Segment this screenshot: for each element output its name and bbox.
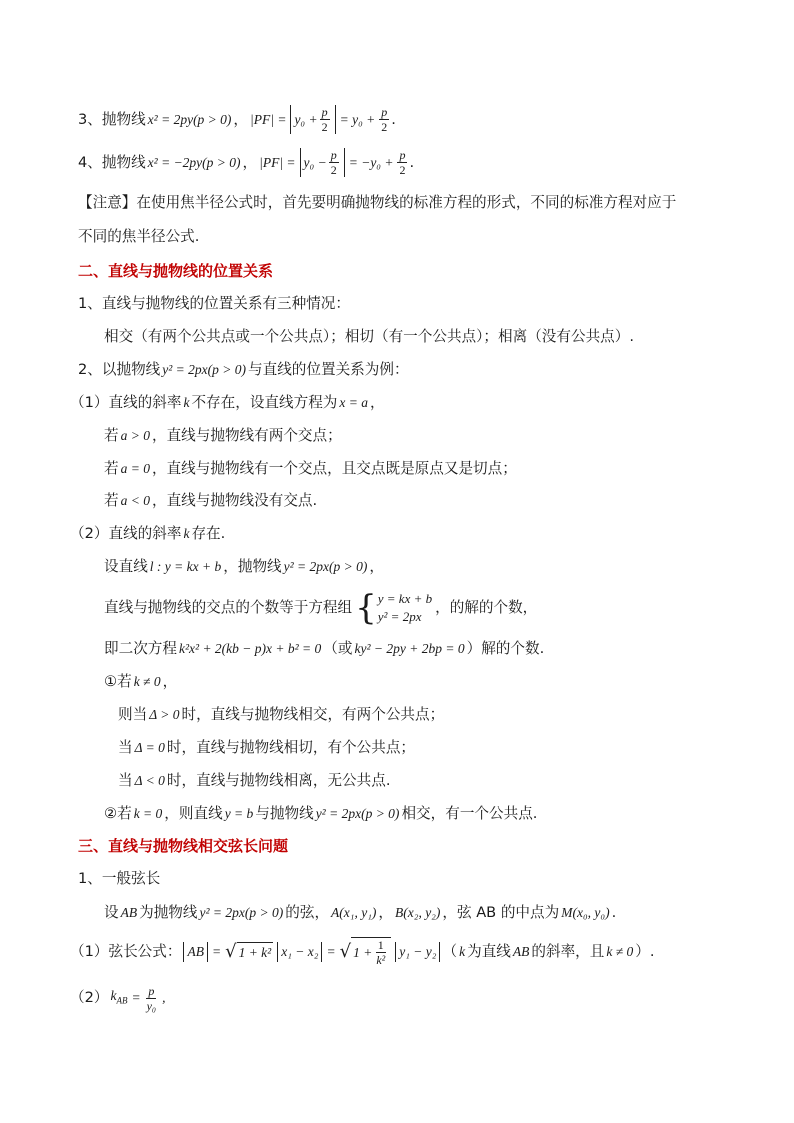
abs-left-term: y₀ − [303,154,327,170]
text: ，则直线 [164,805,223,822]
text: 直线与抛物线的交点的个数等于方程组 [104,599,353,616]
condition: Δ > 0 [149,707,180,722]
text: ，的解的个数， [435,599,538,616]
fraction-p-over-2 [329,148,339,177]
parabola-equation: y² = 2px(p > 0) [315,806,400,821]
sec2-p2 [78,360,409,380]
line-equation: l : y = kx + b [149,559,222,574]
sec2-p1: 1、直线与抛物线的位置关系有三种情况： [78,295,350,312]
fraction-p-over-2 [379,105,389,134]
sec2-quadratic [104,639,544,659]
system-row-1: y = kx + b [377,591,433,606]
text: 为抛物线 [139,904,198,921]
text: 则当 [118,706,148,723]
condition: Δ = 0 [134,740,165,755]
text: 若 [104,427,119,444]
sec2-p1a: 相交（有两个公共点或一个公共点）；相切（有一个公共点）；相离（没有公共点）. [104,328,635,345]
focal-radius-symbol: |PF| = [259,154,296,170]
sec2-delta-neg [118,771,390,791]
text: ，抛物线 [223,558,282,575]
system-rows [378,590,432,626]
section-3-heading: 三、直线与抛物线相交弦长问题 [78,837,289,855]
text: ，直线与抛物线有一个交点，且交点既是原点又是切点； [151,460,517,477]
text: 的斜率，且 [531,943,605,960]
slope-symbol: k [110,987,117,1003]
text: 不存在，设直线方程为 [191,394,338,411]
condition: k ≠ 0 [606,944,634,959]
abs-left-term: y₀ + [294,111,318,127]
note-line-1: 【注意】在使用焦半径公式时，首先要明确抛物线的标准方程的形式，不同的标准方程对应于 [78,194,677,211]
separator: ， [233,110,249,128]
text: 当 [118,772,133,789]
text: （2） [70,989,109,1006]
text: ， [162,673,178,690]
denominator: 2 [381,120,388,134]
sec2-system [104,588,538,628]
text: 的弦， [285,904,330,921]
text: 若 [104,492,119,509]
text: ①若 [104,673,132,690]
sec2-setup [104,557,384,577]
text: 设 [104,904,119,921]
system-row-2: y² = 2px [377,609,422,624]
text: ，弦 AB 的中点为 [442,904,560,921]
text: 存在. [191,525,226,542]
text: ，直线与抛物线没有交点. [151,492,318,509]
sec2-k-zero [104,804,537,824]
denominator: k² [376,953,386,967]
condition: a = 0 [120,461,150,476]
text: ）解的个数. [466,640,545,657]
sec2-case-1-a-zero [104,459,517,479]
focal-radius-symbol: |PF| = [250,111,287,127]
equals-sign: = [131,990,141,1005]
numerator: 1 [377,938,384,952]
text: 若 [104,460,119,477]
text: （1）弦长公式： [70,943,182,960]
text: （ [442,943,458,960]
sec3-p1: 1、一般弦长 [78,870,161,887]
denominator: 2 [330,163,337,177]
denominator: y₀ [146,998,157,1013]
sec2-k-nonzero [104,672,177,692]
item-label: 3、抛物线 [78,110,146,128]
text: 当 [118,739,133,756]
sec2-case-1 [70,393,385,413]
text: 2、以抛物线 [78,361,161,378]
period: . [391,110,396,128]
condition: a < 0 [120,493,150,508]
radical-sign: √ [225,941,237,962]
sec2-case-2 [70,524,225,544]
numerator: p [148,983,155,998]
sec3-slope-formula [70,983,167,1013]
point-b: B(x₂, y₂) [395,905,441,920]
text: 为直线 [467,943,511,960]
text: ， [370,394,385,411]
sec2-case-1-a-neg [104,491,317,511]
text: （1）直线的斜率 [70,394,182,411]
denominator: 2 [399,163,406,177]
numerator: p [321,105,328,119]
separator: ， [242,153,258,171]
fraction-p-over-y0 [145,984,159,1013]
text: 相交，有一个公共点. [401,805,538,822]
condition: k = 0 [133,806,163,821]
parabola-equation: y² = 2px(p > 0) [283,559,368,574]
left-brace: { [355,588,377,628]
denominator: 2 [321,120,328,134]
text: 时，直线与抛物线相交，有两个公共点； [181,706,445,723]
slope-symbol: k [459,944,466,959]
chord-length-abs: AB [183,942,208,962]
text: 即二次方程 [104,640,177,657]
comma: , [162,990,166,1005]
y-difference-abs: y₁ − y₂ [395,942,440,962]
period: . [409,153,415,171]
text: 时，直线与抛物线相切，有个公共点； [166,739,416,756]
sqrt-1-plus-inv-k2 [340,937,392,967]
text: ②若 [104,805,132,822]
point-a: A(x₁, y₁) [331,905,377,920]
sec3-setup [104,903,616,923]
x-difference-abs: x₁ − x₂ [277,942,322,962]
line-equation: x = a [339,395,369,410]
text: 设直线 [104,558,148,575]
equation-system [355,590,432,626]
item-label: 4、抛物线 [78,153,146,171]
text: . [611,904,617,921]
focal-radius-item-3 [78,105,396,134]
line-equation: y = b [224,806,254,821]
midpoint-m: M(x₀, y₀) [561,905,610,920]
text: 与直线的位置关系为例： [248,361,409,378]
radicand [351,937,391,967]
equals-sign: = [211,944,222,959]
slope-symbol: k [183,526,190,541]
chord-symbol: AB [120,905,138,920]
text: 时，直线与抛物线相离，无公共点. [166,772,391,789]
slope-subscript: AB [116,995,128,1006]
condition: k ≠ 0 [133,674,161,689]
text: ， [378,904,394,921]
slope-kab [110,986,127,1011]
text: ，直线与抛物线有两个交点； [151,427,342,444]
sec2-delta-pos [118,705,444,725]
sec2-case-1-a-pos [104,426,342,446]
text: 与抛物线 [255,805,314,822]
text: ）. [635,943,655,960]
parabola-equation: x² = 2py(p > 0) [147,111,232,127]
numerator: p [330,148,337,162]
text: （或 [323,640,353,657]
focal-radius-item-4 [78,148,414,177]
radical-sign: √ [339,941,352,962]
equals-sign: = [326,944,336,959]
sec3-chord-length-formula [70,937,655,967]
text: ， [369,558,384,575]
chord-symbol: AB [512,944,530,959]
sqrt-1-plus-k2 [225,942,273,963]
fraction-p-over-2 [397,148,407,177]
parabola-equation: x² = −2py(p > 0) [147,154,241,170]
sec2-delta-zero [118,738,415,758]
fraction-1-over-k2 [374,938,387,967]
parabola-equation: y² = 2px(p > 0) [162,362,247,377]
section-2-heading: 二、直线与抛物线的位置关系 [78,262,274,280]
numerator: p [399,148,406,162]
note-line-2: 不同的焦半径公式. [78,228,200,245]
parabola-equation: y² = 2px(p > 0) [199,905,284,920]
numerator: p [381,105,388,119]
quadratic-equation-alt: ky² − 2py + 2bp = 0 [354,641,465,656]
condition: a > 0 [120,428,150,443]
absolute-value [300,148,345,177]
condition: Δ < 0 [134,773,165,788]
radicand-prefix: 1 + [353,944,373,960]
text: （2）直线的斜率 [70,525,182,542]
absolute-value [290,105,335,134]
radicand: 1 + k² [237,942,274,963]
quadratic-equation: k²x² + 2(kb − p)x + b² = 0 [178,641,322,656]
result-term: = −y₀ + [348,154,394,170]
slope-symbol: k [183,395,190,410]
fraction-p-over-2 [320,105,330,134]
result-term: = y₀ + [339,111,376,127]
